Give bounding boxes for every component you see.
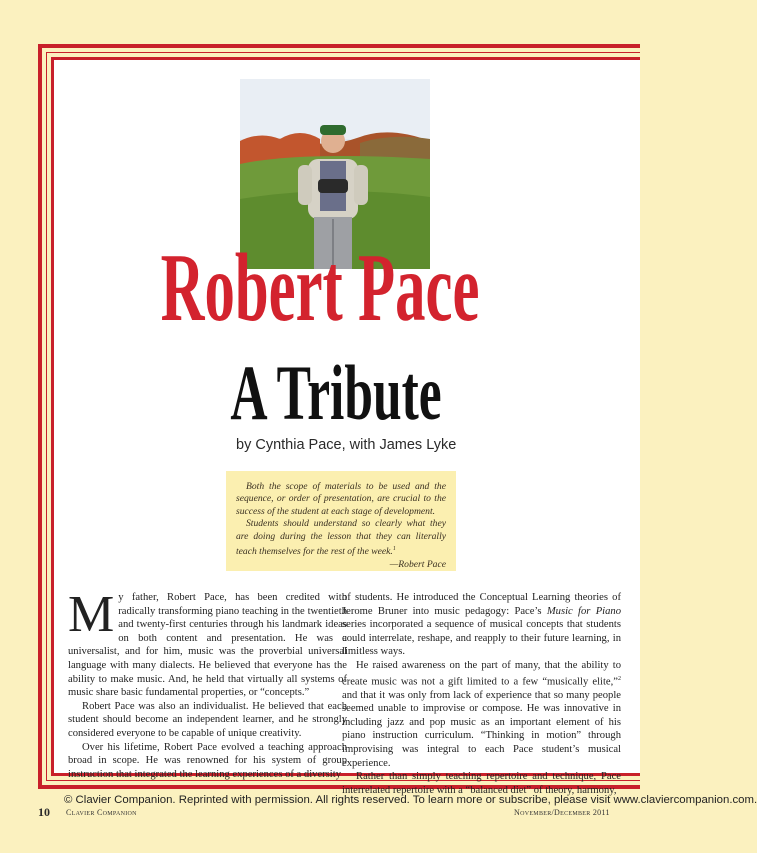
col2-paragraph-3: Rather than simply teaching repertoire and technique, Pace interrelated repertoire with a “balanced diet” of theory, harmony, bbox=[342, 771, 621, 796]
col1-paragraph-1-text: y father, Robert Pace, has been credited with radically transforming piano teaching in the twentieth and twenty-first centuries through his landmark ideas on both content and presentation. He was a universalist, and for him, music was the proverbial universal language with many dialects. He believed that everyone has the ability to make music. And, he held that virtually all systems of music share basic fundamental properties, or “concepts.” bbox=[68, 592, 347, 699]
col2-p1-text-a: of students. He introduced the Conceptual Learning theories of Jerome Bruner into music pedagogy: Pace’s bbox=[342, 592, 621, 617]
col1-paragraph-1 bbox=[68, 586, 347, 700]
copyright-notice: © Clavier Companion. Reprinted with permission. All rights reserved. To learn more or subscribe, please visit www.claviercompanion.com. bbox=[64, 794, 757, 806]
title-a-tribute: A Tribute bbox=[230, 349, 442, 436]
col2-p1-text-b: series incorporated a sequence of musical concepts that students could interrelate, reshape, and reapply to their future learning, in limitless ways. bbox=[342, 619, 621, 658]
col2-paragraph-2 bbox=[342, 659, 621, 770]
quote-paragraph-1: Both the scope of materials to be used and the sequence, or order of presentation, are crucial to the success of the student at each stage of development. bbox=[236, 481, 446, 517]
article-column-1 bbox=[68, 586, 347, 781]
col2-p2-text-b: and that it was only from lack of experience that so many people seemed unable to improvise or compose. He was innovative in including jazz and pop music as an important element of his piano instruction curriculum. “Thinking in motion” through improvising was integral to each Pace student’s musical experience. bbox=[342, 689, 621, 769]
col2-paragraph-1 bbox=[342, 591, 621, 659]
col2-p2-text-a: He raised awareness on the part of many, that the ability to create music was not a gift limited to a few “musically elite,” bbox=[342, 659, 621, 688]
issue-date: November/December 2011 bbox=[514, 808, 610, 817]
quote-attribution: —Robert Pace bbox=[389, 558, 446, 570]
footnote-marker: 2 bbox=[618, 675, 621, 682]
pull-quote bbox=[226, 471, 456, 571]
col1-paragraph-2: Robert Pace was also an individualist. He believed that each student should become an independent learner, and he strongly considered everyone to be capable of unique creativity. bbox=[68, 700, 347, 739]
book-title-music-for-piano: Music for Piano bbox=[546, 605, 621, 617]
quote-paragraph-2-text: Students should understand so clearly what they are doing during the lesson that they can literally teach themselves for the rest of the week. bbox=[236, 518, 446, 558]
page-number: 10 bbox=[38, 805, 50, 819]
col1-paragraph-3: Over his lifetime, Robert Pace evolved a teaching approach broad in scope. He was renowned for his system of group instruction that integrated the learning experiences of a diversity bbox=[68, 741, 347, 780]
title-robert-pace: Robert Pace bbox=[160, 234, 480, 342]
magazine-name: Clavier Companion bbox=[66, 808, 137, 817]
article-column-2 bbox=[342, 591, 621, 797]
drop-cap: M bbox=[68, 586, 115, 643]
quote-paragraph-2 bbox=[236, 518, 446, 558]
byline: by Cynthia Pace, with James Lyke bbox=[236, 437, 457, 453]
footnote-marker: 1 bbox=[392, 546, 396, 553]
